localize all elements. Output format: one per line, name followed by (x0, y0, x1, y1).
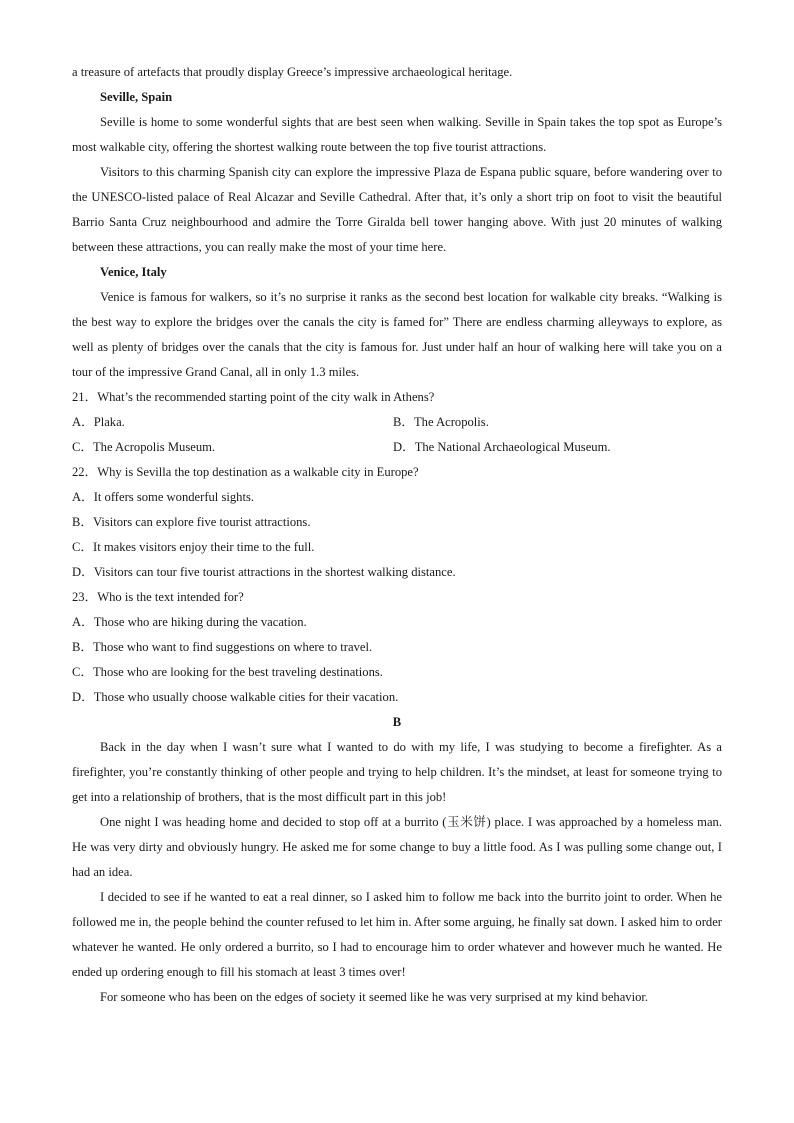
question-21 (72, 385, 722, 460)
paragraph: For someone who has been on the edges of society it seemed like he was very surprised at my kind behavior. (100, 990, 649, 1004)
passage-label: B (392, 715, 402, 729)
paragraph: Venice is famous for walkers, so it’s no surprise it ranks as the second best location for walkable city breaks. “Walking is the best way to explore the bridges over the canals the city is famed for” There are endless charming alleyways to explore, as well as plenty of bridges over the canals that the city is famous for. Just under half an hour of walking here will take you on a tour of the impressive Grand Canal, all in only 1.3 miles. (72, 290, 722, 379)
paragraph: Seville is home to some wonderful sights that are best seen when walking. Seville in Spain takes the top spot as Europe’s most walkable city, offering the shortest walking route between the top five tourist attractions. (72, 115, 722, 154)
option-d: D．Those who usually choose walkable cities for their vacation. (72, 690, 399, 704)
section-heading-venice: Venice, Italy (100, 265, 167, 279)
paragraph: Visitors to this charming Spanish city can explore the impressive Plaza de Espana public square, before wandering over to the UNESCO-listed palace of Real Alcazar and Seville Cathedral. After that, it’s only a short trip on foot to visit the beautiful Barrio Santa Cruz neighbourhood and admire the Torre Giralda bell tower hanging above. With just 20 minutes of walking between these attractions, you can really make the most of your time here. (72, 165, 722, 254)
option-b: B．The Acropolis. (393, 415, 489, 429)
option-d: D．Visitors can tour five tourist attractions in the shortest walking distance. (72, 565, 456, 579)
option-a: A．It offers some wonderful sights. (72, 490, 255, 504)
option-c: C．The Acropolis Museum. (72, 440, 216, 454)
paragraph: One night I was heading home and decided to stop off at a burrito (玉米饼) place. I was approached by a homeless man. He was very dirty and obviously hungry. He asked me for some change to buy a little food. As I was pulling some change out, I had an idea. (72, 815, 722, 879)
question-23 (72, 585, 722, 710)
option-b: B．Those who want to find suggestions on where to travel. (72, 640, 373, 654)
option-a: A．Those who are hiking during the vacation. (72, 615, 307, 629)
question-stem: 21．What’s the recommended starting point of the city walk in Athens? (72, 390, 435, 404)
section-heading-seville: Seville, Spain (100, 90, 173, 104)
paragraph: Back in the day when I wasn’t sure what I wanted to do with my life, I was studying to become a firefighter. As a firefighter, you’re constantly thinking of other people and trying to help children. It’s the mindset, at least for someone trying to get into a relationship of brothers, that is the most difficult part in this job! (72, 740, 722, 804)
question-stem: 23．Who is the text intended for? (72, 590, 244, 604)
option-row (72, 410, 722, 435)
option-a: A．Plaka. (72, 415, 125, 429)
option-row (72, 435, 722, 460)
option-c: C．Those who are looking for the best traveling destinations. (72, 665, 383, 679)
option-d: D．The National Archaeological Museum. (393, 440, 611, 454)
intro-line: a treasure of artefacts that proudly display Greece’s impressive archaeological heritage. (72, 65, 513, 79)
question-stem: 22．Why is Sevilla the top destination as a walkable city in Europe? (72, 465, 419, 479)
option-c: C．It makes visitors enjoy their time to the full. (72, 540, 315, 554)
question-22 (72, 460, 722, 585)
option-b: B．Visitors can explore five tourist attractions. (72, 515, 311, 529)
paragraph: I decided to see if he wanted to eat a real dinner, so I asked him to follow me back into the burrito joint to order. When he followed me in, the people behind the counter refused to let him in. After some arguing, he finally sat down. I asked him to order whatever he wanted. He only ordered a burrito, so I had to encourage him to order whatever and however much he wanted. He ended up ordering enough to fill his stomach at least 3 times over! (72, 890, 722, 979)
document-page (72, 60, 722, 1010)
